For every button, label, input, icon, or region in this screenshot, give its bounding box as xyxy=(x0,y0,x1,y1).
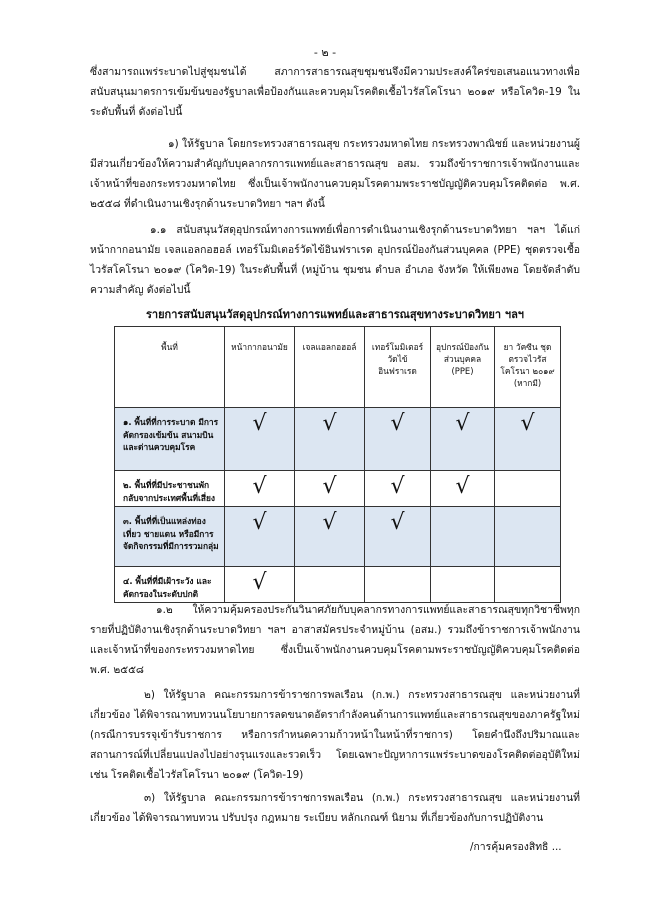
check-mark-icon: √ xyxy=(295,471,365,507)
header-area: พื้นที่ xyxy=(115,327,225,408)
empty-cell xyxy=(295,567,365,603)
table-row xyxy=(115,567,561,603)
paragraph-item-1: ๑) ให้รัฐบาล โดยกระทรวงสาธารณสุข กระทรวงมหาดไทย กระทรวงพาณิชย์ และหน่วยงานผู้มีส่วนเกี่ยวข้องให้ความสำคัญกับบุคลากรการแพทย์และสาธารณสุข อสม. รวมถึงข้าราชการเจ้าพนักงานและเจ้าหน้าที่ของกระทรวงมหาดไทย ซึ่งเป็นเจ้าพนักงานควบคุมโรคตามพระราชบัญญัติควบคุมโรคติดต่อ พ.ศ. ๒๕๕๘ ที่ดำเนินงานเชิงรุกด้านระบาดวิทยา ฯลฯ ดังนี้ xyxy=(90,138,580,210)
paragraph-item-2: ๒) ให้รัฐบาล คณะกรรมการข้าราชการพลเรือน (ก.พ.) กระทรวงสาธารณสุข และหน่วยงานที่เกี่ยวข้อง ได้พิจารณาทบทวนนโยบายการลดขนาดอัตรากำลังคนด้านการแพทย์และสาธารณสุขของภาครัฐใหม่ (กรณีการบรรจุเข้ารับราชการ หรือการกำหนดความก้าวหน้าในหน้าที่ราชการ) โดยคำนึงถึงปริมาณและสถานการณ์ที่เปลี่ยนแปลงไปอย่างรุนแรงและรวดเร็ว โดยเฉพาะปัญหาการแพร่ระบาดของโรคติดต่ออุบัติใหม่ เช่น โรคติดเชื้อไวรัสโคโรนา ๒๐๑๙ (โควิด-19) xyxy=(90,689,580,781)
header-test-kit: ยา วัคซีน ชุดตรวจไวรัสโคโรนา ๒๐๑๙ (หากมี) xyxy=(495,327,561,408)
check-mark-icon: √ xyxy=(365,408,431,471)
empty-cell xyxy=(431,507,495,567)
supplies-table xyxy=(114,326,561,603)
header-alcohol-gel: เจลแอลกอฮอล์ xyxy=(295,327,365,408)
check-mark-icon: √ xyxy=(431,471,495,507)
area-cell: ๒. พื้นที่ที่มีประชาชนพักกลับจากประเทศพื้นที่เสี่ยง xyxy=(115,471,225,507)
header-mask: หน้ากากอนามัย xyxy=(225,327,295,408)
check-mark-icon: √ xyxy=(365,507,431,567)
check-mark-icon: √ xyxy=(225,567,295,603)
paragraph-intro: ซึ่งสามารถแพร่ระบาดไปสู่ชุมชนได้ สภาการสาธารณสุขชุมชนจึงมีความประสงค์ใคร่ขอเสนอแนวทางเพื่อสนับสนุนมาตรการเข้มข้นของรัฐบาลเพื่อป้องกันและควบคุมโรคติดเชื้อไวรัสโคโรนา ๒๐๑๙ หรือโควิด-19 ในระดับพื้นที่ ดังต่อไปนี้ xyxy=(90,66,580,118)
check-mark-icon: √ xyxy=(431,408,495,471)
check-mark-icon: √ xyxy=(495,408,561,471)
check-mark-icon: √ xyxy=(365,471,431,507)
empty-cell xyxy=(495,567,561,603)
area-cell: ๓. พื้นที่ที่เป็นแหล่งท่องเที่ยว ชายแดน หรือมีการจัดกิจกรรมที่มีการรวมกลุ่ม xyxy=(115,507,225,567)
header-ppe: อุปกรณ์ป้องกันส่วนบุคคล (PPE) xyxy=(431,327,495,408)
empty-cell xyxy=(495,507,561,567)
check-mark-icon: √ xyxy=(225,507,295,567)
check-mark-icon: √ xyxy=(295,507,365,567)
table-row xyxy=(115,507,561,567)
table-row xyxy=(115,408,561,471)
paragraph-item-1-1: ๑.๑ สนับสนุนวัสดุอุปกรณ์ทางการแพทย์เพื่อการดำเนินงานเชิงรุกด้านระบาดวิทยา ฯลฯ ได้แก่ หน้ากากอนามัย เจลแอลกอฮอล์ เทอร์โมมิเตอร์วัดไข้อินฟราเรด อุปกรณ์ป้องกันส่วนบุคคล (PPE) ชุดตรวจเชื้อไวรัสโคโรนา ๒๐๑๙ (โควิด-19) ในระดับพื้นที่ (หมู่บ้าน ชุมชน ตำบล อำเภอ จังหวัด ให้เพียงพอ โดยจัดลำดับความสำคัญ ดังต่อไปนี้ xyxy=(90,224,580,296)
check-mark-icon: √ xyxy=(225,408,295,471)
table-row xyxy=(115,471,561,507)
empty-cell xyxy=(495,471,561,507)
page-number: - ๒ - xyxy=(313,46,337,59)
check-mark-icon: √ xyxy=(225,471,295,507)
area-cell: ๑. พื้นที่ที่การระบาด มีการคัดกรองเข้มข้น สนามบิน และด่านควบคุมโรค xyxy=(115,408,225,471)
empty-cell xyxy=(365,567,431,603)
table-header-row xyxy=(115,327,561,408)
continuation-note: /การคุ้มครองสิทธิ ... xyxy=(470,841,562,853)
area-cell: ๔. พื้นที่ที่มีเฝ้าระวัง และคัดกรองในระดับปกติ xyxy=(115,567,225,603)
table-title: รายการสนับสนุนวัสดุอุปกรณ์ทางการแพทย์และสาธารณสุขทางระบาดวิทยา ฯลฯ xyxy=(146,308,524,321)
empty-cell xyxy=(431,567,495,603)
paragraph-item-3: ๓) ให้รัฐบาล คณะกรรมการข้าราชการพลเรือน (ก.พ.) กระทรวงสาธารณสุข และหน่วยงานที่เกี่ยวข้อง ได้พิจารณาทบทวน ปรับปรุง กฎหมาย ระเบียบ หลักเกณฑ์ นิยาม ที่เกี่ยวข้องกับการปฏิบัติงาน xyxy=(90,792,580,824)
header-thermometer: เทอร์โมมิเตอร์วัดไข้อินฟราเรด xyxy=(365,327,431,408)
paragraph-item-1-2: ๑.๒ ให้ความคุ้มครองประกันวินาศภัยกับบุคลากรทางการแพทย์และสาธารณสุขทุกวิชาชีพทุกรายที่ปฏิบัติงานเชิงรุกด้านระบาดวิทยา ฯลฯ อาสาสมัครประจำหมู่บ้าน (อสม.) รวมถึงข้าราชการเจ้าพนักงานและเจ้าหน้าที่ของกระทรวงมหาดไทย ซึ่งเป็นเจ้าพนักงานควบคุมโรคตามพระราชบัญญัติควบคุมโรคติดต่อ พ.ศ. ๒๕๕๘ xyxy=(90,604,580,676)
check-mark-icon: √ xyxy=(295,408,365,471)
